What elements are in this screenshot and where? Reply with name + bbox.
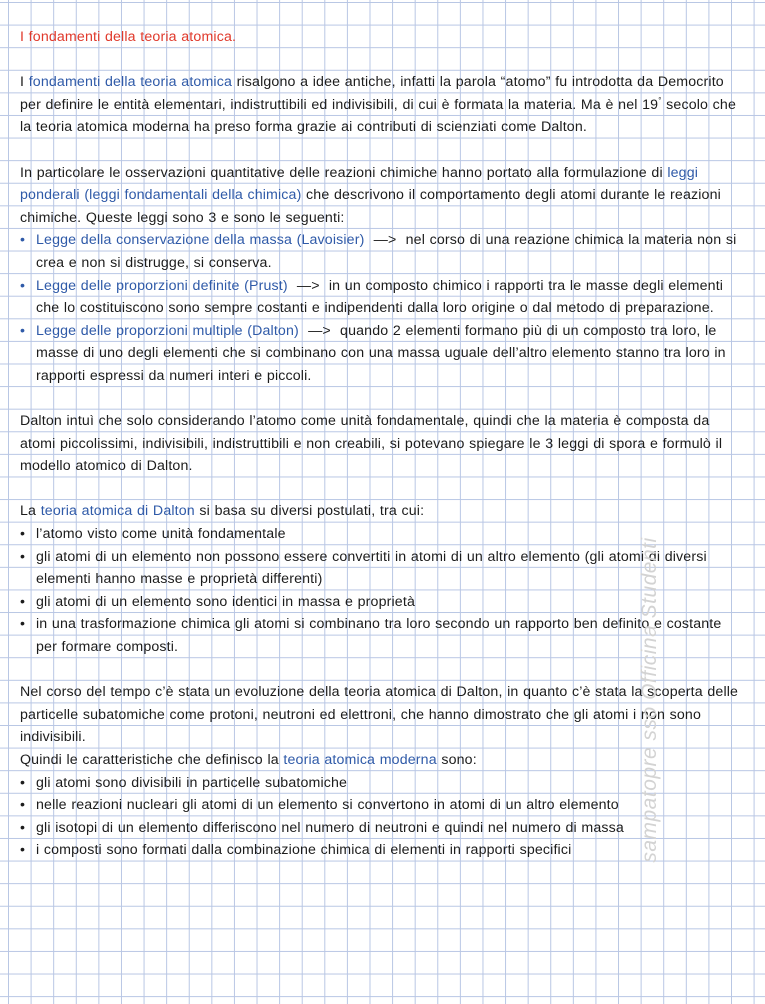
intro-text-2: secolo che la teoria atomica moderna ha preso forma grazie ai contributi di scienziati come Dalton.: [20, 96, 736, 136]
dalton-paragraph: Dalton intuì che solo considerando l’atomo come unità fondamentale, quindi che la materia è composta da atomi piccolissimi, indivisibili, indistruttibili e non creabili, si potevano spiegare le 3 leggi di spora e formulò il modello atomico di Dalton.: [20, 413, 723, 475]
law-item-prust: [20, 275, 745, 320]
characteristic-text: gli atomi sono divisibili in particelle subatomiche: [36, 774, 348, 791]
law-name-lavoisier[interactable]: Legge della conservazione della massa (Lavoisier): [36, 232, 365, 249]
bullet-icon: •: [20, 842, 26, 859]
intro-text-1: risalgono a idee antiche, infatti la parola “atomo” fu introdotta da Democrito per definire le entità elementari, indistruttibili ed indivisibili, di cui è formata la materia. Ma è nel 19: [20, 74, 724, 113]
postulate-text: gli atomi di un elemento non possono essere convertiti in atomi di un altro elemento (gli atomi di diversi elementi hanno masse e proprietà differenti): [36, 548, 707, 588]
postulate-text: gli atomi di un elemento sono identici in massa e proprietà: [36, 593, 415, 610]
list-item: [20, 839, 745, 862]
list-item: [20, 591, 745, 614]
characteristic-text: i composti sono formati dalla combinazione chimica di elementi in rapporti specifici: [36, 842, 572, 859]
intro-before: I: [20, 74, 29, 91]
evolution-paragraph: Nel corso del tempo c’è stata un evoluzione della teoria atomica di Dalton, in quanto c’è stata la scoperta delle particelle subatomiche come protoni, neutroni ed elettroni, che hanno dimostrato che gli atomi i non sono indivisibili.: [20, 684, 739, 746]
postulate-text: in una trasformazione chimica gli atomi si combinano tra loro secondo un rapporto ben definito e costante per formare composti.: [36, 616, 722, 656]
list-item: [20, 794, 745, 817]
laws-list: [20, 229, 745, 387]
law-name-dalton[interactable]: Legge delle proporzioni multiple (Dalton): [36, 322, 299, 339]
list-item: [20, 817, 745, 840]
intro-paragraph: [20, 71, 745, 139]
dalton-postulates-list: [20, 523, 745, 659]
bullet-icon: •: [20, 526, 26, 543]
list-item: [20, 613, 745, 658]
arrow-icon: —>: [296, 277, 320, 294]
dalton-theory-before: La: [20, 503, 41, 520]
bullet-icon: •: [20, 322, 26, 339]
characteristic-text: nelle reazioni nucleari gli atomi di un elemento si convertono in atomi di un altro elemento: [36, 797, 619, 814]
postulate-text: l’atomo visto come unità fondamentale: [36, 526, 286, 543]
law-text-prust: in un composto chimico i rapporti tra le masse degli elementi che lo costituiscono sono sempre costanti e indipendenti dalla loro origine o dal metodo di preparazione.: [36, 277, 724, 317]
leggi-ponderali-link[interactable]: leggi ponderali (leggi fondamentali della chimica): [20, 164, 699, 204]
bullet-icon: •: [20, 774, 26, 791]
bullet-icon: •: [20, 616, 26, 633]
list-item: [20, 772, 745, 795]
document-page: [20, 26, 745, 862]
law-text-dalton: quando 2 elementi formano più di un composto tra loro, le masse di uno degli elementi che si combinano con una massa uguale dell’altro elemento stanno tra loro in rapporti espressi da numeri interi e piccoli.: [36, 322, 726, 384]
ponderal-before: In particolare le osservazioni quantitative delle reazioni chimiche hanno portato alla formulazione di: [20, 164, 668, 181]
modern-characteristics-list: [20, 772, 745, 862]
modern-before: Quindi le caratteristiche che definisco la: [20, 752, 284, 768]
list-item: [20, 546, 745, 591]
teoria-dalton-link[interactable]: teoria atomica di Dalton: [40, 503, 195, 520]
bullet-icon: •: [20, 548, 26, 565]
law-name-prust[interactable]: Legge delle proporzioni definite (Prust): [36, 277, 288, 294]
bullet-icon: •: [20, 819, 26, 836]
bullet-icon: •: [20, 593, 26, 610]
dalton-theory-intro: [20, 500, 745, 523]
teoria-moderna-link[interactable]: teoria atomica moderna: [283, 752, 437, 768]
law-text-lavoisier: nel corso di una reazione chimica la materia non si crea e non si distrugge, si conserva.: [36, 232, 737, 271]
fondamenti-link[interactable]: fondamenti della teoria atomica: [28, 74, 233, 91]
characteristic-text: gli isotopi di un elemento differiscono nel numero di neutroni e quindi nel numero di massa: [36, 819, 624, 836]
dalton-theory-after: si basa su diversi postulati, tra cui:: [194, 503, 425, 520]
watermark: sampatopre sso Officina Studenti: [638, 537, 661, 863]
arrow-icon: —>: [373, 232, 397, 249]
degree-superscript: °: [658, 95, 662, 105]
arrow-icon: —>: [308, 322, 331, 339]
list-item: [20, 523, 745, 546]
law-item-dalton: [20, 320, 745, 388]
ponderal-paragraph: [20, 162, 745, 230]
modern-theory-intro: [20, 749, 745, 772]
page-title: I fondamenti della teoria atomica.: [20, 29, 237, 45]
bullet-icon: •: [20, 232, 26, 249]
ponderal-after: che descrivono il comportamento degli atomi durante le reazioni chimiche. Queste leggi sono 3 e sono le seguenti:: [20, 187, 721, 226]
bullet-icon: •: [20, 277, 26, 294]
modern-after: sono:: [436, 752, 477, 768]
law-item-lavoisier: [20, 229, 745, 274]
bullet-icon: •: [20, 797, 26, 814]
